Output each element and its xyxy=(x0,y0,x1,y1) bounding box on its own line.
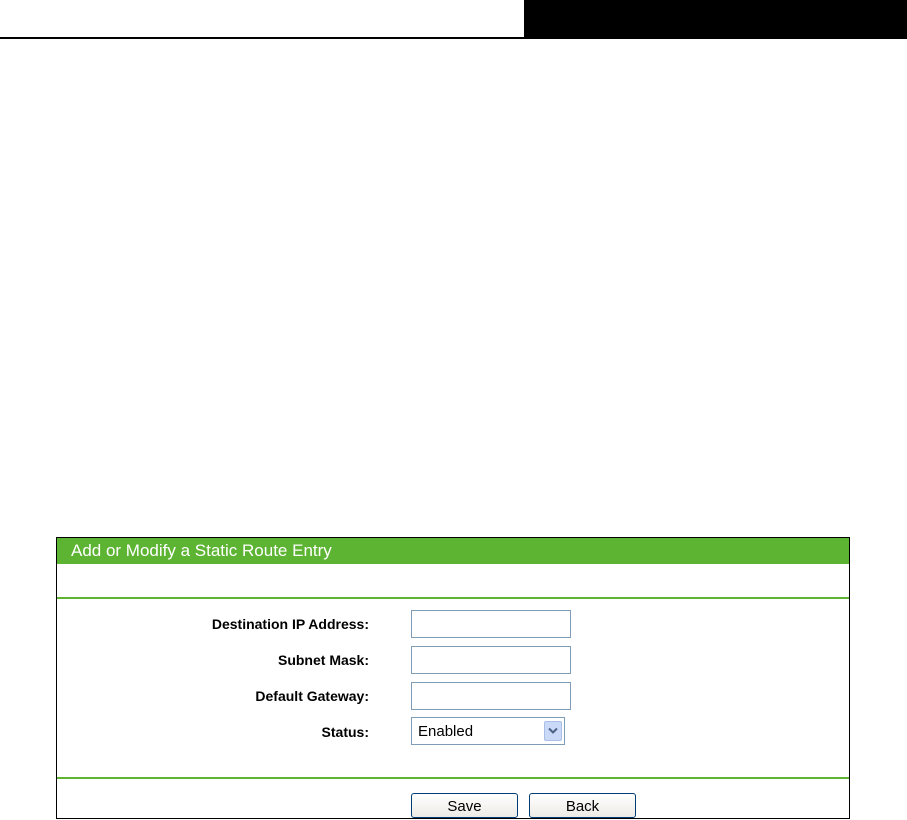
panel-title: Add or Modify a Static Route Entry xyxy=(57,538,849,564)
back-button[interactable]: Back xyxy=(529,793,636,818)
default-gateway-label: Default Gateway: xyxy=(255,688,369,704)
header-block xyxy=(524,0,907,38)
header-rule xyxy=(0,37,907,39)
default-gateway-input[interactable] xyxy=(411,682,571,710)
save-button[interactable]: Save xyxy=(411,793,518,818)
subnet-mask-label: Subnet Mask: xyxy=(277,652,369,668)
chevron-down-icon[interactable] xyxy=(544,721,562,741)
subnet-mask-input[interactable] xyxy=(411,646,571,674)
status-select[interactable] xyxy=(411,717,565,745)
static-route-panel xyxy=(56,537,850,819)
status-label: Status: xyxy=(321,724,369,740)
divider-top xyxy=(57,597,849,599)
destination-ip-label: Destination IP Address: xyxy=(211,616,369,632)
destination-ip-input[interactable] xyxy=(411,610,571,638)
divider-bottom xyxy=(57,777,849,779)
status-select-value: Enabled xyxy=(418,723,474,740)
